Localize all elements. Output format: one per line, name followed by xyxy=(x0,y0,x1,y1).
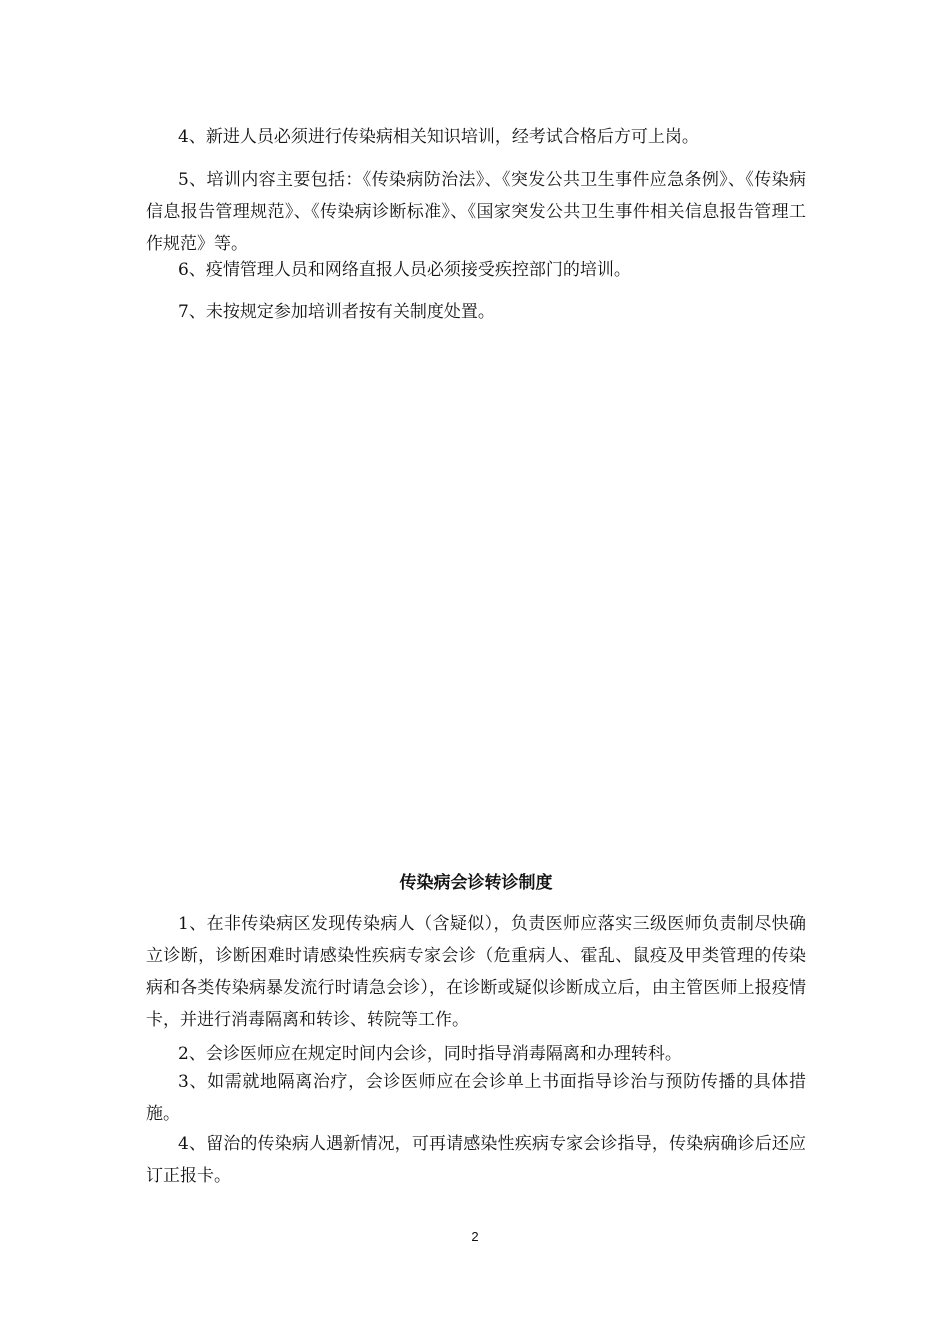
consultation-rule-1: 1、在非传染病区发现传染病人（含疑似），负责医师应落实三级医师负责制尽快确立诊断，诊断困难时请感染性疾病专家会诊（危重病人、霍乱、鼠疫及甲类管理的传染病和各类传染病暴发流行时请急会诊），在诊断或疑似诊断成立后，由主管医师上报疫情卡，并进行消毒隔离和转诊、转院等工作。 xyxy=(146,914,806,1030)
consultation-rule-4: 4、留治的传染病人遇新情况，可再请感染性疾病专家会诊指导，传染病确诊后还应订正报卡。 xyxy=(146,1134,806,1186)
consultation-rule-2: 2、会诊医师应在规定时间内会诊，同时指导消毒隔离和办理转科。 xyxy=(178,1044,682,1064)
training-rule-6: 6、疫情管理人员和网络直报人员必须接受疾控部门的培训。 xyxy=(178,260,631,280)
page-number: 2 xyxy=(471,1229,479,1244)
consultation-rule-3: 3、如需就地隔离治疗，会诊医师应在会诊单上书面指导诊治与预防传播的具体措施。 xyxy=(146,1072,806,1124)
training-rule-4: 4、新进人员必须进行传染病相关知识培训，经考试合格后方可上岗。 xyxy=(178,127,699,147)
training-rule-7: 7、未按规定参加培训者按有关制度处置。 xyxy=(178,302,495,322)
section-title: 传染病会诊转诊制度 xyxy=(399,873,553,893)
training-rule-5: 5、培训内容主要包括：《传染病防治法》、《突发公共卫生事件应急条例》、《传染病信息报告管理规范》、《传染病诊断标准》、《国家突发公共卫生事件相关信息报告管理工作规范》等。 xyxy=(146,170,806,254)
